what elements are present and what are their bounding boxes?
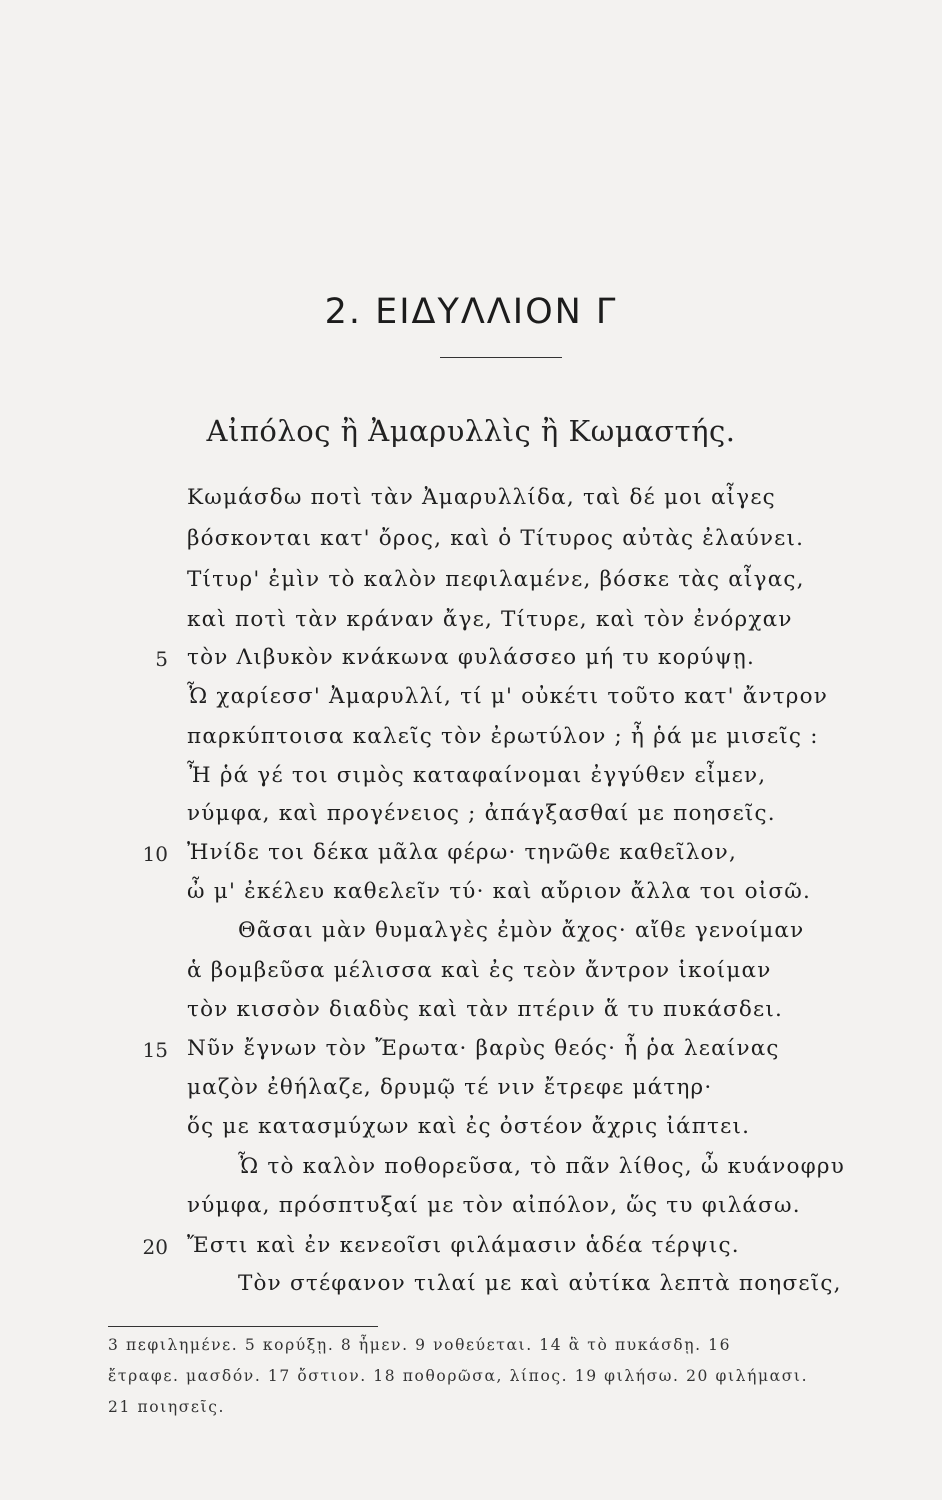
verse-line: Ἠνίδε τοι δέκα μᾶλα φέρω· τηνῶθε καθεῖλον, — [187, 840, 737, 865]
poem-subtitle: Αἰπόλος ἢ Ἀμαρυλλὶς ἢ Κωμαστής. — [206, 414, 736, 448]
line-number: 10 — [142, 842, 168, 866]
footnote-line: ἔτραφε. μασδόν. 17 ὄστιον. 18 ποθορῶσα, λίπος. 19 φιλήσω. 20 φιλήμασι. — [108, 1367, 809, 1385]
verse-line: νύμφα, καὶ προγένειος ; ἀπάγξασθαί με ποησεῖς. — [187, 801, 776, 826]
footnote-line: 3 πεφιλημένε. 5 κορύξῃ. 8 ἦμεν. 9 νοθεύεται. 14 ἃ τὸ πυκάσδῃ. 16 — [108, 1336, 732, 1354]
verse-line: βόσκονται κατ' ὄρος, καὶ ὁ Τίτυρος αὐτὰς ἐλαύνει. — [187, 526, 805, 551]
verse-line: νύμφα, πρόσπτυξαί με τὸν αἰπόλον, ὥς τυ φιλάσω. — [187, 1193, 801, 1218]
verse-line: Νῦν ἔγνων τὸν Ἔρωτα· βαρὺς θεός· ἦ ῥα λεαίνας — [187, 1036, 780, 1061]
verse-line: τὸν κισσὸν διαδὺς καὶ τὰν πτέριν ἅ τυ πυκάσδει. — [187, 997, 783, 1022]
verse-line: καὶ ποτὶ τὰν κράναν ἄγε, Τίτυρε, καὶ τὸν ἐνόρχαν — [187, 607, 793, 632]
line-number: 5 — [155, 647, 168, 671]
verse-line: ὅς με κατασμύχων καὶ ἐς ὀστέον ἄχρις ἰάπτει. — [187, 1114, 751, 1139]
verse-line: μαζὸν ἐθήλαζε, δρυμῷ τέ νιν ἔτρεφε μάτηρ· — [187, 1075, 713, 1100]
footnote-rule — [108, 1326, 378, 1327]
verse-line: Τίτυρ' ἐμὶν τὸ καλὸν πεφιλαμένε, βόσκε τὰς αἶγας, — [187, 567, 805, 592]
verse-line: ἁ βομβεῦσα μέλισσα καὶ ἐς τεὸν ἄντρον ἱκοίμαν — [187, 958, 772, 983]
verse-line: παρκύπτοισα καλεῖς τὸν ἐρωτύλον ; ἦ ῥά με μισεῖς : — [187, 724, 819, 749]
verse-line: ὦ μ' ἐκέλευ καθελεῖν τύ· καὶ αὔριον ἄλλα τοι οἰσῶ. — [187, 879, 812, 904]
verse-line: Ἦ ῥά γέ τοι σιμὸς καταφαίνομαι ἐγγύθεν εἶμεν, — [187, 763, 767, 788]
footnote-line: 21 ποιησεῖς. — [108, 1398, 226, 1416]
line-number: 20 — [142, 1235, 168, 1259]
verse-line: Ὦ τὸ καλὸν ποθορεῦσα, τὸ πᾶν λίθος, ὦ κυάνοφρυ — [238, 1154, 846, 1179]
verse-line: Ὦ χαρίεσσ' Ἀμαρυλλί, τί μ' οὐκέτι τοῦτο κατ' ἄντρον — [187, 684, 829, 709]
verse-line: τὸν Λιβυκὸν κνάκωνα φυλάσσεο μή τυ κορύψῃ. — [187, 645, 755, 670]
line-number: 15 — [142, 1038, 168, 1062]
verse-line: Κωμάσδω ποτὶ τὰν Ἀμαρυλλίδα, ταὶ δέ μοι αἶγες — [187, 485, 776, 510]
poem-heading: 2. ΕΙΔΥΛΛΙΟΝ Γ — [324, 292, 618, 332]
heading-rule — [440, 357, 562, 358]
verse-line: Τὸν στέφανον τιλαί με καὶ αὐτίκα λεπτὰ ποησεῖς, — [238, 1271, 842, 1296]
verse-line: Ἔστι καὶ ἐν κενεοῖσι φιλάμασιν ἁδέα τέρψις. — [187, 1233, 740, 1258]
verse-line: Θᾶσαι μὰν θυμαλγὲς ἐμὸν ἄχος· αἴθε γενοίμαν — [238, 918, 805, 943]
